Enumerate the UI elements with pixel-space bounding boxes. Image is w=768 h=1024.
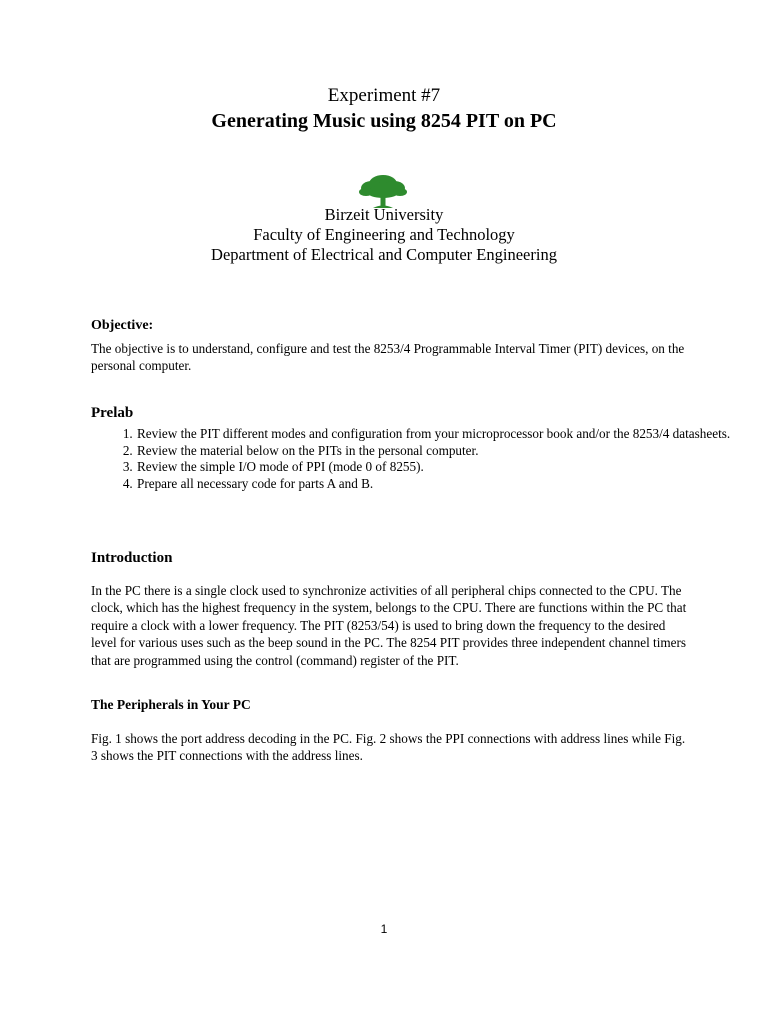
faculty-name: Faculty of Engineering and Technology <box>253 225 515 244</box>
list-item: 1. Review the PIT different modes and configuration from your microprocessor book and/or the 8253/4 datasheets. <box>136 426 756 443</box>
peripherals-heading: The Peripherals in Your PC <box>91 697 251 712</box>
introduction-text: In the PC there is a single clock used to synchronize activities of all peripheral chips connected to the CPU. The clock, which has the highest frequency in the system, belongs to the CPU. There are functions within the PC that require a clock with a lower frequency. The PIT (8253/54) is used to bring down the frequency to the desired level for various uses such as the beep sound in the PC. The 8254 PIT provides three independent channel timers that are programmed using the control (command) register of the PIT. <box>91 583 687 668</box>
prelab-heading: Prelab <box>91 405 134 421</box>
list-item: 3. Review the simple I/O mode of PPI (mode 0 of 8255). <box>136 459 756 476</box>
department-name: Department of Electrical and Computer Engineering <box>211 245 557 264</box>
list-item: 2. Review the material below on the PITs in the personal computer. <box>136 443 756 460</box>
experiment-number: Experiment #7 <box>327 85 441 106</box>
prelab-list <box>91 426 756 492</box>
peripherals-text: Fig. 1 shows the port address decoding in the PC. Fig. 2 shows the PPI connections with address lines while Fig. 3 shows the PIT connections with the address lines. <box>91 731 686 764</box>
university-name: Birzeit University <box>324 205 444 224</box>
objective-heading: Objective: <box>91 318 154 333</box>
list-item: 4. Prepare all necessary code for parts A and B. <box>136 476 756 493</box>
objective-text: The objective is to understand, configure and test the 8253/4 Programmable Interval Timer (PIT) devices, on the personal computer. <box>91 341 685 374</box>
introduction-heading: Introduction <box>91 550 173 566</box>
document-title: Generating Music using 8254 PIT on PC <box>211 110 557 132</box>
institution-block <box>0 205 768 265</box>
page-number: 1 <box>380 922 388 936</box>
